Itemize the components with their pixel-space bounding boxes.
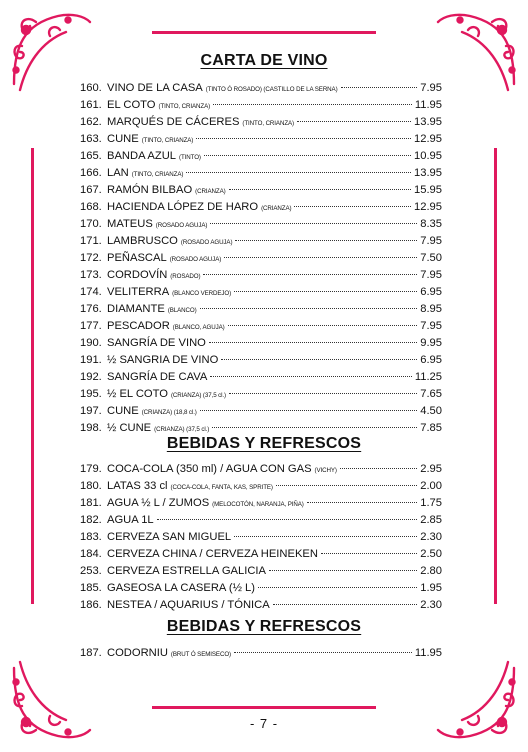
- menu-item-row: [80, 80, 442, 97]
- item-name: AGUA ½ L / ZUMOS: [107, 497, 210, 509]
- section-title-drinks-2: BEBIDAS Y REFRESCOS: [166, 618, 362, 635]
- item-name: DIAMANTE: [107, 303, 165, 315]
- item-number: 198.: [80, 422, 102, 434]
- item-number: 166.: [80, 167, 102, 179]
- item-name: BANDA AZUL: [107, 150, 177, 162]
- item-price: 2.30: [420, 599, 442, 611]
- dotted-leader: [200, 308, 418, 309]
- menu-item-row: [80, 495, 442, 512]
- menu-item-row: [80, 403, 442, 420]
- dotted-leader: [234, 652, 412, 653]
- menu-item-row: [80, 529, 442, 546]
- item-name: CERVEZA SAN MIGUEL: [107, 531, 232, 543]
- menu-item-row: [80, 97, 442, 114]
- dotted-leader: [186, 172, 411, 173]
- item-note: (TINTO, CRIANZA): [141, 137, 194, 144]
- item-note: (CRIANZA) (37,5 cl.): [170, 392, 227, 399]
- item-note: (TINTO, CRIANZA): [158, 103, 211, 110]
- item-name: LAMBRUSCO: [107, 235, 178, 247]
- item-price: 2.00: [420, 480, 442, 492]
- menu-item-row: [80, 267, 442, 284]
- item-price: 10.95: [414, 150, 442, 162]
- item-price: 7.95: [420, 235, 442, 247]
- menu-item-row: [80, 199, 442, 216]
- item-number: 195.: [80, 388, 102, 400]
- item-price: 7.65: [420, 388, 442, 400]
- dotted-leader: [196, 138, 411, 139]
- item-price: 4.50: [420, 405, 442, 417]
- item-name: SANGRÍA DE CAVA: [107, 371, 208, 383]
- dotted-leader: [210, 223, 417, 224]
- dotted-leader: [269, 570, 417, 571]
- item-note: (ROSADO AGUJA): [180, 239, 233, 246]
- item-name: HACIENDA LÓPEZ DE HARO: [107, 201, 259, 213]
- item-note: (ROSADO): [170, 273, 201, 280]
- item-note: (BRUT Ó SEMISECO): [170, 651, 231, 658]
- dotted-leader: [213, 104, 412, 105]
- page-number: - 7 -: [249, 716, 279, 731]
- floral-scroll-icon: [6, 658, 94, 746]
- menu-item-row: [80, 131, 442, 148]
- item-number: 173.: [80, 269, 102, 281]
- item-name: CORDOVÍN: [107, 269, 168, 281]
- item-note: (ROSADO AGUJA): [155, 222, 208, 229]
- section-title-drinks: BEBIDAS Y REFRESCOS: [166, 435, 362, 452]
- item-name: SANGRÍA DE VINO: [107, 337, 206, 349]
- item-note: (TINTO): [179, 154, 201, 161]
- item-name: EL COTO: [107, 99, 156, 111]
- item-number: 184.: [80, 548, 102, 560]
- item-number: 174.: [80, 286, 102, 298]
- item-price: 7.50: [420, 252, 442, 264]
- item-note: (MELOCOTÓN, NARANJA, PIÑA): [212, 501, 304, 508]
- dotted-leader: [321, 553, 417, 554]
- dotted-leader: [229, 393, 417, 394]
- item-number: 177.: [80, 320, 102, 332]
- menu-item-row: [80, 645, 442, 662]
- item-name: GASEOSA LA CASERA (½ L): [107, 582, 255, 594]
- dotted-leader: [234, 536, 417, 537]
- item-number: 182.: [80, 514, 102, 526]
- item-note: (CRIANZA): [261, 205, 292, 212]
- dotted-leader: [307, 502, 417, 503]
- item-price: 6.95: [420, 354, 442, 366]
- item-name: ½ SANGRIA DE VINO: [107, 354, 219, 366]
- dotted-leader: [229, 189, 411, 190]
- item-name: AGUA 1L: [107, 514, 154, 526]
- item-name: CERVEZA CHINA / CERVEZA HEINEKEN: [107, 548, 318, 560]
- menu-item-row: [80, 165, 442, 182]
- item-note: (TINTO Ó ROSADO) (CASTILLO DE LA SERNA): [205, 86, 338, 93]
- item-price: 15.95: [414, 184, 442, 196]
- item-name: PEÑASCAL: [107, 252, 167, 264]
- item-number: 171.: [80, 235, 102, 247]
- item-price: 12.95: [414, 201, 442, 213]
- dotted-leader: [200, 410, 417, 411]
- dotted-leader: [224, 257, 417, 258]
- item-number: 160.: [80, 82, 102, 94]
- item-name: MATEUS: [107, 218, 153, 230]
- dotted-leader: [273, 604, 418, 605]
- dotted-leader: [157, 519, 418, 520]
- item-price: 7.85: [420, 422, 442, 434]
- dotted-leader: [210, 376, 412, 377]
- right-border-line: [494, 148, 497, 604]
- item-number: 181.: [80, 497, 102, 509]
- item-price: 9.95: [420, 337, 442, 349]
- dotted-leader: [209, 342, 417, 343]
- item-name: CUNE: [107, 405, 139, 417]
- item-note: (COCA-COLA, FANTA, KAS, SPRITE): [170, 484, 273, 491]
- item-price: 11.95: [414, 99, 442, 111]
- item-number: 165.: [80, 150, 102, 162]
- dotted-leader: [340, 468, 417, 469]
- item-number: 168.: [80, 201, 102, 213]
- item-price: 7.95: [420, 269, 442, 281]
- item-number: 187.: [80, 647, 102, 659]
- section-title-wine: CARTA DE VINO: [200, 52, 328, 69]
- item-note: (BLANCO, AGUJA): [172, 324, 225, 331]
- item-number: 167.: [80, 184, 102, 196]
- item-name: CODORNIU: [107, 647, 168, 659]
- menu-item-row: [80, 148, 442, 165]
- menu-item-row: [80, 546, 442, 563]
- item-name: ½ EL COTO: [107, 388, 168, 400]
- item-name: NESTEA / AQUARIUS / TÓNICA: [107, 599, 270, 611]
- item-name: CERVEZA ESTRELLA GALICIA: [107, 565, 266, 577]
- item-number: 192.: [80, 371, 102, 383]
- item-number: 183.: [80, 531, 102, 543]
- item-note: (CRIANZA) (37,5 cl.): [154, 426, 210, 433]
- item-price: 13.95: [414, 116, 442, 128]
- item-note: (CRIANZA): [195, 188, 226, 195]
- item-name: MARQUÉS DE CÁCERES: [107, 116, 240, 128]
- floral-scroll-icon: [434, 658, 522, 746]
- item-name: ½ CUNE: [107, 422, 152, 434]
- left-border-line: [31, 148, 34, 604]
- menu-item-row: [80, 461, 442, 478]
- dotted-leader: [212, 427, 417, 428]
- item-price: 13.95: [414, 167, 442, 179]
- menu-item-row: [80, 301, 442, 318]
- dotted-leader: [258, 587, 417, 588]
- menu-item-row: [80, 478, 442, 495]
- item-price: 12.95: [414, 133, 442, 145]
- menu-item-row: [80, 250, 442, 267]
- item-number: 186.: [80, 599, 102, 611]
- item-number: 163.: [80, 133, 102, 145]
- item-price: 7.95: [420, 320, 442, 332]
- item-price: 11.95: [414, 647, 442, 659]
- item-note: (BLANCO VERDEJO): [172, 290, 232, 297]
- item-name: COCA-COLA (350 ml) / AGUA CON GAS: [107, 463, 312, 475]
- item-number: 191.: [80, 354, 102, 366]
- menu-item-row: [80, 580, 442, 597]
- menu-item-row: [80, 114, 442, 131]
- item-name: LATAS 33 cl: [107, 480, 168, 492]
- menu-item-row: [80, 563, 442, 580]
- item-number: 161.: [80, 99, 102, 111]
- drinks-list: [80, 461, 442, 614]
- menu-item-row: [80, 318, 442, 335]
- item-name: VELITERRA: [107, 286, 170, 298]
- item-name: LAN: [107, 167, 129, 179]
- floral-scroll-icon: [434, 6, 522, 94]
- menu-item-row: [80, 369, 442, 386]
- dotted-leader: [234, 291, 417, 292]
- top-border-line: [152, 31, 376, 34]
- item-price: 8.35: [420, 218, 442, 230]
- item-name: VINO DE LA CASA: [107, 82, 203, 94]
- item-price: 6.95: [420, 286, 442, 298]
- item-number: 197.: [80, 405, 102, 417]
- item-number: 190.: [80, 337, 102, 349]
- item-price: 2.80: [420, 565, 442, 577]
- dotted-leader: [228, 325, 418, 326]
- item-note: (TINTO, CRIANZA): [131, 171, 184, 178]
- item-note: (ROSADO AGUJA): [169, 256, 222, 263]
- item-note: (BLANCO): [167, 307, 197, 314]
- item-name: PESCADOR: [107, 320, 170, 332]
- item-price: 2.50: [420, 548, 442, 560]
- item-number: 253.: [80, 565, 102, 577]
- item-price: 2.30: [420, 531, 442, 543]
- menu-item-row: [80, 216, 442, 233]
- item-number: 172.: [80, 252, 102, 264]
- item-name: RAMÓN BILBAO: [107, 184, 193, 196]
- item-name: CUNE: [107, 133, 139, 145]
- menu-item-row: [80, 182, 442, 199]
- menu-item-row: [80, 512, 442, 529]
- item-price: 7.95: [420, 82, 442, 94]
- item-note: (CRIANZA) (18,8 cl.): [141, 409, 197, 416]
- menu-item-row: [80, 233, 442, 250]
- item-price: 2.95: [420, 463, 442, 475]
- menu-item-row: [80, 597, 442, 614]
- menu-item-row: [80, 386, 442, 403]
- item-price: 8.95: [420, 303, 442, 315]
- item-number: 185.: [80, 582, 102, 594]
- item-price: 2.85: [420, 514, 442, 526]
- item-number: 170.: [80, 218, 102, 230]
- dotted-leader: [221, 359, 417, 360]
- cava-list: [80, 645, 442, 662]
- menu-item-row: [80, 335, 442, 352]
- dotted-leader: [297, 121, 411, 122]
- item-number: 176.: [80, 303, 102, 315]
- item-number: 162.: [80, 116, 102, 128]
- item-price: 1.75: [420, 497, 442, 509]
- menu-item-row: [80, 352, 442, 369]
- item-price: 1.95: [420, 582, 442, 594]
- item-note: (VICHY): [314, 467, 337, 474]
- item-note: (TINTO, CRIANZA): [242, 120, 294, 127]
- dotted-leader: [235, 240, 417, 241]
- menu-item-row: [80, 284, 442, 301]
- wine-list: [80, 80, 442, 437]
- dotted-leader: [341, 87, 418, 88]
- bottom-border-line: [152, 706, 376, 709]
- dotted-leader: [204, 155, 411, 156]
- item-number: 180.: [80, 480, 102, 492]
- item-number: 179.: [80, 463, 102, 475]
- dotted-leader: [276, 485, 417, 486]
- item-price: 11.25: [414, 371, 442, 383]
- dotted-leader: [294, 206, 411, 207]
- dotted-leader: [203, 274, 417, 275]
